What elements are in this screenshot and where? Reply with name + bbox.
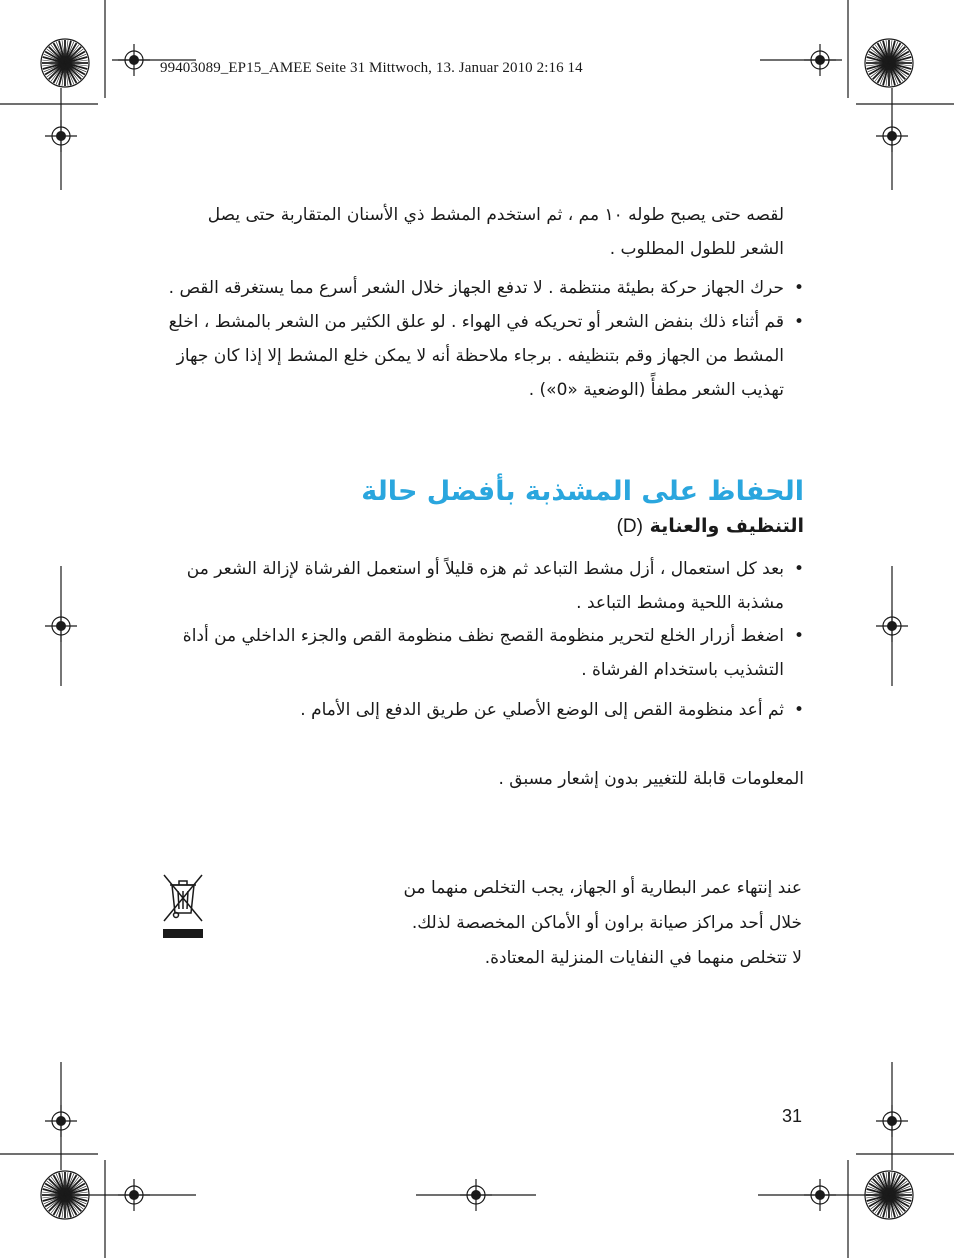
- bullet-text: بعد كل استعمال ، أزل مشط التباعد ثم هزه قليلاً أو استعمل الفرشاة لإزالة الشعر من مشذبة اللحية ومشط التباعد .: [186, 559, 784, 613]
- list-item: [144, 693, 804, 727]
- bullet-icon: •: [793, 312, 804, 332]
- list-item: [144, 552, 804, 620]
- registration-star-icon: [41, 39, 89, 87]
- bullet-text: ثم أعد منظومة القص إلى الوضع الأصلي عن طريق الدفع إلى الأمام .: [300, 700, 784, 720]
- registration-star-icon: [865, 39, 913, 87]
- bullet-icon: •: [793, 700, 804, 720]
- bullet-icon: •: [793, 559, 804, 579]
- list-item: [144, 305, 804, 407]
- bullet-text: اضغط أزرار الخلع لتحرير منظومة القصج نظف منظومة القص والجزء الداخلي من أداة التشذيب باستخدام الفرشاة .: [182, 626, 784, 680]
- crossed-out-wheelie-bin-icon: [160, 873, 206, 941]
- bullet-icon: •: [793, 278, 804, 298]
- notice-text: المعلومات قابلة للتغيير بدون إشعار مسبق .: [498, 769, 804, 789]
- bullet-text: حرك الجهاز حركة بطيئة منتظمة . لا تدفع الجهاز خلال الشعر أسرع مما يستغرقه القص .: [168, 278, 784, 298]
- section-subtitle-text: التنظيف والعناية: [649, 515, 804, 537]
- disposal-line-1: عند إنتهاء عمر البطارية أو الجهاز، يجب التخلص منهما من: [403, 878, 802, 898]
- disposal-line-3: لا تتخلص منهما في النفايات المنزلية المعتادة.: [484, 948, 802, 968]
- disposal-line-2: خلال أحد مراكز صيانة براون أو الأماكن المخصصة لذلك.: [411, 913, 802, 933]
- page-number: 31: [782, 1106, 803, 1126]
- section-subtitle: [617, 515, 804, 538]
- intro-line-1: لقصه حتى يصبح طوله ١٠ مم ، ثم استخدم المشط ذي الأسنان المتقاربة حتى يصل: [207, 205, 784, 225]
- section-subtitle-code: (D): [616, 516, 643, 537]
- list-item: [144, 619, 804, 687]
- list-item: [144, 271, 804, 305]
- disposal-paragraph: [322, 871, 802, 976]
- print-file-info: 99403089_EP15_AMEE Seite 31 Mittwoch, 13. Januar 2010 2:16 14: [160, 60, 583, 76]
- intro-paragraph: [144, 198, 784, 266]
- bullet-text: قم أثناء ذلك بنفض الشعر أو تحريكه في الهواء . لو علق الكثير من الشعر بالمشط ، اخلع المشط من الجهاز وقم بتنظيفه . برجاء ملاحظة أنه لا يمكن خلع المشط إلا إذا كان جهاز تهذيب الشعر مطفأً (الوضعية «0») .: [168, 312, 784, 400]
- intro-line-2: الشعر للطول المطلوب .: [609, 239, 784, 259]
- bullet-icon: •: [793, 626, 804, 646]
- section-title: الحفاظ على المشذبة بأفضل حالة: [361, 476, 804, 507]
